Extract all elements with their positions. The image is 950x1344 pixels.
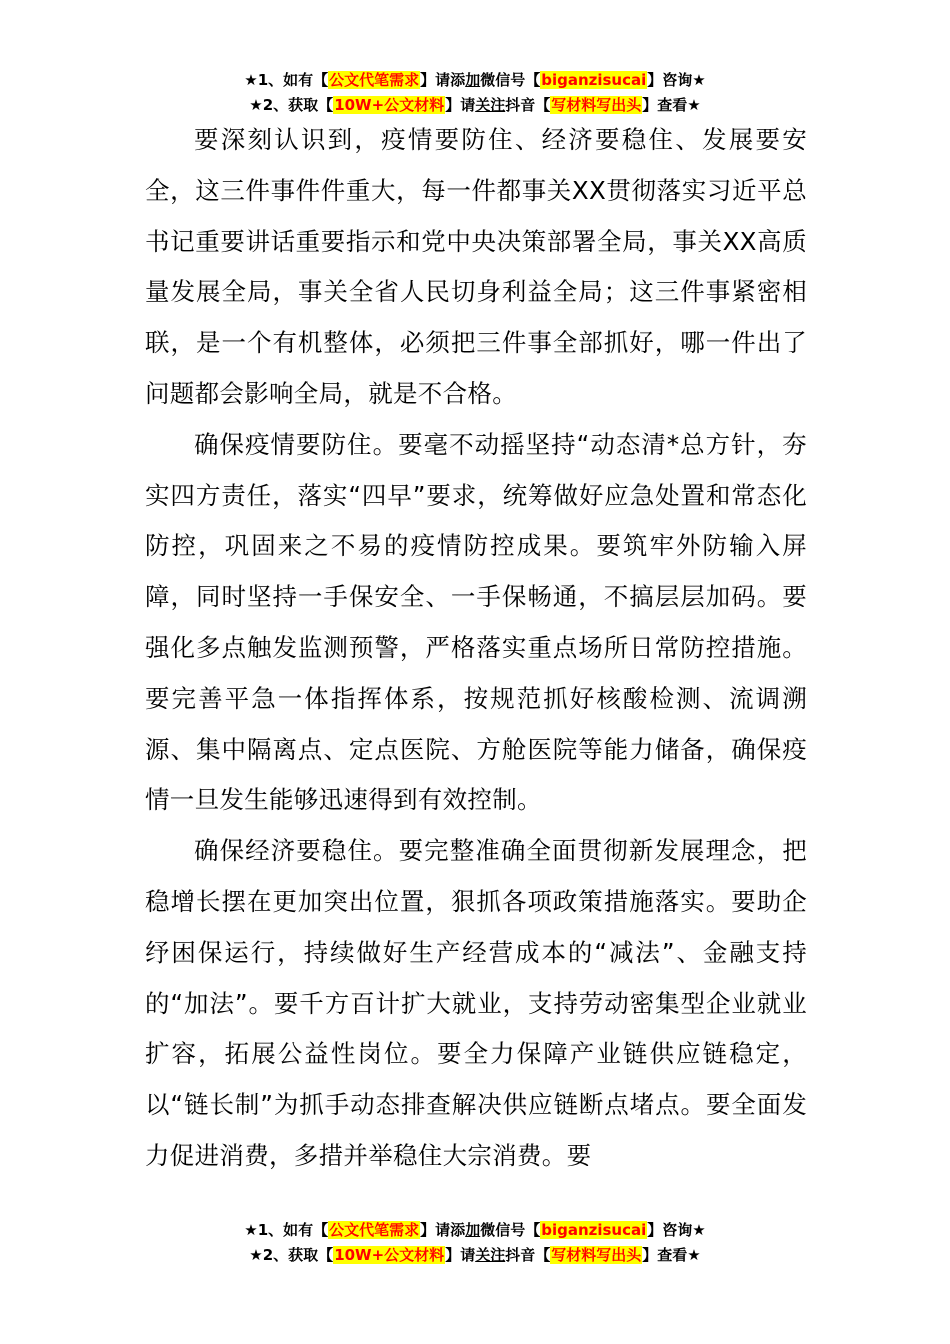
banner-text-underlined: 关注 — [475, 1246, 506, 1264]
highlight-service: 公文代笔需求 — [329, 1221, 420, 1239]
banner-text-underlined: 加 — [465, 71, 481, 89]
banner-text: 】请添 — [420, 1221, 466, 1239]
highlight-materials: 10W+公文材料 — [334, 96, 445, 114]
banner-line-1 — [0, 1218, 950, 1243]
banner-text-underlined: 加 — [465, 1221, 481, 1239]
highlight-service: 公文代笔需求 — [329, 71, 420, 89]
banner-text: ★1、如有【 — [244, 71, 329, 89]
banner-text: 抖音【 — [505, 1246, 551, 1264]
banner-text: 】咨询★ — [647, 71, 706, 89]
banner-text-underlined: 关注 — [475, 96, 506, 114]
banner-text: 抖音【 — [505, 96, 551, 114]
banner-text: 】请 — [445, 96, 476, 114]
banner-text: 】请 — [445, 1246, 476, 1264]
banner-text: 】查看★ — [642, 96, 701, 114]
highlight-wechat-id: biganzisucai — [541, 1221, 647, 1239]
header-banner — [0, 68, 950, 118]
highlight-douyin-account: 写材料写出头 — [551, 96, 642, 114]
highlight-wechat-id: biganzisucai — [541, 71, 647, 89]
banner-text: ★2、获取【 — [249, 1246, 334, 1264]
paragraph-economy: 确保经济要稳住。要完整准确全面贯彻新发展理念，把稳增长摆在更加突出位置，狠抓各项政策措施落实。要助企纾困保运行，持续做好生产经营成本的“减法”、金融支持的“加法”。要千方百计扩大就业，支持劳动密集型企业就业扩容，拓展公益性岗位。要全力保障产业链供应链稳定，以“链长制”为抓手动态排查解决供应链断点堵点。要全面发力促进消费，多措并举稳住大宗消费。要 — [145, 836, 807, 1170]
banner-text: 】查看★ — [642, 1246, 701, 1264]
banner-text: 微信号【 — [480, 71, 541, 89]
document-body — [145, 115, 807, 1182]
paragraph-epidemic: 确保疫情要防住。要毫不动摇坚持“动态清*总方针，夯实四方责任，落实“四早”要求，统筹做好应急处置和常态化防控，巩固来之不易的疫情防控成果。要筑牢外防输入屏障，同时坚持一手保安全、一手保畅通，不搞层层加码。要强化多点触发监测预警，严格落实重点场所日常防控措施。要完善平急一体指挥体系，按规范抓好核酸检测、流调溯源、集中隔离点、定点医院、方舱医院等能力储备，确保疫情一旦发生能够迅速得到有效控制。 — [145, 429, 807, 815]
banner-text: 微信号【 — [480, 1221, 541, 1239]
banner-text: 】请添 — [420, 71, 466, 89]
banner-text: ★2、获取【 — [249, 96, 334, 114]
highlight-materials: 10W+公文材料 — [334, 1246, 445, 1264]
banner-text: 】咨询★ — [647, 1221, 706, 1239]
footer-banner — [0, 1218, 950, 1268]
paragraph-intro: 要深刻认识到，疫情要防住、经济要稳住、发展要安全，这三件事件件重大，每一件都事关XX贯彻落实习近平总书记重要讲话重要指示和党中央决策部署全局，事关XX高质量发展全局，事关全省人民切身利益全局；这三件事紧密相联，是一个有机整体，必须把三件事全部抓好，哪一件出了问题都会影响全局，就是不合格。 — [145, 125, 807, 408]
highlight-douyin-account: 写材料写出头 — [551, 1246, 642, 1264]
banner-line-1 — [0, 68, 950, 93]
banner-line-2 — [0, 1243, 950, 1268]
banner-text: ★1、如有【 — [244, 1221, 329, 1239]
